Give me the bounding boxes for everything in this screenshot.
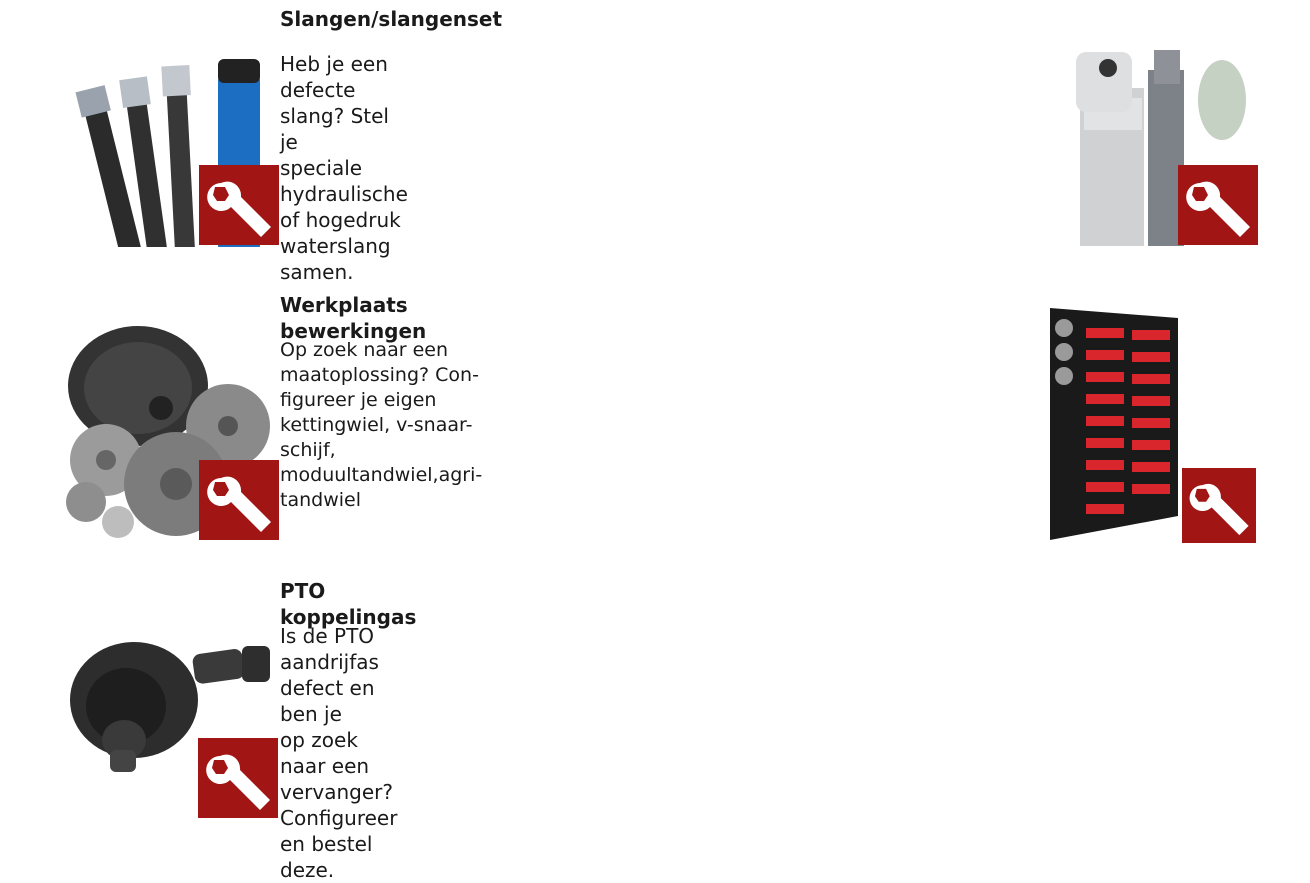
shelving-rack-image <box>1044 294 1184 540</box>
configure-pto-button[interactable] <box>198 738 278 818</box>
wrench-icon <box>199 460 279 540</box>
wrench-icon <box>198 738 278 818</box>
item-title: Slangen/slangenset <box>280 7 503 31</box>
item-title: PTO koppelingas <box>280 579 417 629</box>
item-title: Werkplaats bewerkingen <box>280 293 427 343</box>
configure-slangen-button[interactable] <box>199 165 279 245</box>
item-description: Is de PTO aandrijfas defect en ben je op zoek naar een vervanger? Configureer en bestel deze. <box>280 624 398 882</box>
wrench-icon <box>1178 165 1258 245</box>
configure-kws-button[interactable] <box>1182 468 1256 543</box>
wrench-icon <box>199 165 279 245</box>
wrench-icon <box>1182 468 1256 543</box>
item-description: Heb je een defecte slang? Stel je speciale hydraulische of hogedruk waterslang samen. <box>280 52 408 284</box>
item-description: Op zoek naar een maatoplossing? Con- figureer je eigen kettingwiel, v-snaar- schijf, moduultandwiel,agri-tandwiel <box>280 339 483 511</box>
configure-cilinder-button[interactable] <box>1178 165 1258 245</box>
configure-werkplaats-button[interactable] <box>199 460 279 540</box>
